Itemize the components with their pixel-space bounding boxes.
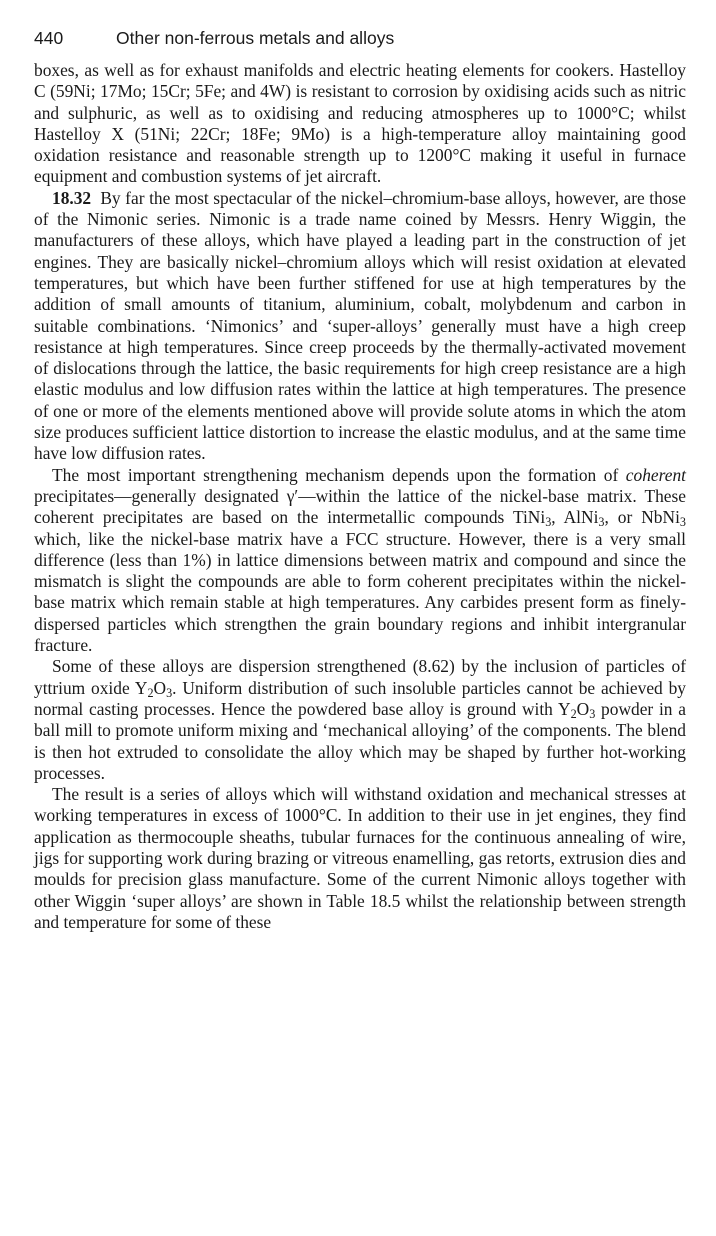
text-run: . Uniform distribution of such insoluble particles cannot be achieved by normal casting processes. Hence the powdered base alloy is ground with Y <box>34 677 686 719</box>
text-run: Some of these alloys are dispersion strengthened (8.62) by the inclusion of particles of yttrium oxide Y <box>34 656 686 698</box>
running-head <box>34 26 686 50</box>
subscript: 3 <box>598 515 605 530</box>
paragraph-coherent-precipitates <box>34 465 686 657</box>
subscript: 3 <box>589 706 596 721</box>
paragraph-text: By far the most spectacular of the nickel–chromium-base alloys, however, are those of the Nimonic series. Nimonic is a trade name coined by Messrs. Henry Wiggin, the manufacturers of these alloys, which have played a leading part in the construction of jet engines. They are basically nickel–chromium alloys which will resist oxidation at elevated temperatures, but which have been further stiffened for use at high temperatures by the addition of small amounts of titanium, aluminium, cobalt, molybdenum and carbon in suitable combinations. ‘Nimonics’ and ‘super-alloys’ generally must have a high creep resistance at high temperatures. Since creep proceeds by the thermally-activated movement of dislocations through the lattice, the basic requirements for high creep resistance are a high elastic modulus and low diffusion rates within the lattice at high temperatures. The presence of one or more of the elements mentioned above will provide solute atoms in which the atom size produces sufficient lattice distortion to increase the elastic modulus, and at the same time have low diffusion rates. <box>34 187 687 464</box>
book-page <box>34 26 686 933</box>
text-run: powder in a ball mill to promote uniform mixing and ‘mechanical alloying’ of the components. The blend is then hot extruded to consolidate the alloy which may be shaped by further hot-working processes. <box>34 698 686 783</box>
text-run: , or NbNi <box>604 507 680 528</box>
subscript: 2 <box>147 685 154 700</box>
text-run: O <box>576 698 590 719</box>
paragraph-text: The result is a series of alloys which will withstand oxidation and mechanical stresses at working temperatures in excess of 1000°C. In addition to their use in jet engines, they find application as thermocouple sheaths, tubular furnaces for the continuous annealing of wire, jigs for supporting work during brazing or vitreous enamelling, gas retorts, extrusion dies and moulds for precision glass manufacture. Some of the current Nimonic alloys together with other Wiggin ‘super alloys’ are shown in Table 18.5 whilst the relationship between strength and temperature for some of these <box>34 784 686 932</box>
paragraph-dispersion-strengthened <box>34 656 686 784</box>
page-number: 440 <box>34 28 64 48</box>
section-number: 18.32 <box>52 187 92 208</box>
text-run: , AlNi <box>551 507 599 528</box>
emphasis: coherent <box>625 464 686 485</box>
subscript: 3 <box>545 515 552 530</box>
subscript: 3 <box>679 515 686 530</box>
subscript: 3 <box>166 685 173 700</box>
subscript: 2 <box>570 706 577 721</box>
text-run: precipitates—generally designated γ′—within the lattice of the nickel-base matrix. These coherent precipitates are based on the intermetallic compounds TiNi <box>34 485 686 528</box>
text-run: The most important strengthening mechanism depends upon the formation of <box>52 464 626 485</box>
paragraph-18-32 <box>34 188 686 465</box>
paragraph-applications <box>34 784 686 933</box>
paragraph-text: boxes, as well as for exhaust manifolds and electric heating elements for cookers. Hastelloy C (59Ni; 17Mo; 15Cr; 5Fe; and 4W) is resistant to corrosion by oxidising acids such as nitric and sulphuric, as well as to oxidising and reducing atmospheres up to 1000°C; whilst Hastelloy X (51Ni; 22Cr; 18Fe; 9Mo) is a high-temperature alloy maintaining good oxidation resistance and reasonable strength up to 1200°C making it useful in furnace equipment and combustion systems of jet aircraft. <box>34 60 686 187</box>
text-run: which, like the nickel-base matrix have a FCC structure. However, there is a very small difference (less than 1%) in lattice dimensions between matrix and compound and since the mismatch is slight the compounds are able to form coherent precipitates within the nickel-base matrix which remain stable at high temperatures. Any carbides present form as finely-dispersed particles which strengthen the grain boundary regions and inhibit intergranular fracture. <box>34 528 686 656</box>
text-run: O <box>153 677 167 698</box>
running-title: Other non-ferrous metals and alloys <box>116 28 395 48</box>
paragraph-continued <box>34 60 686 188</box>
body-text <box>34 60 686 933</box>
